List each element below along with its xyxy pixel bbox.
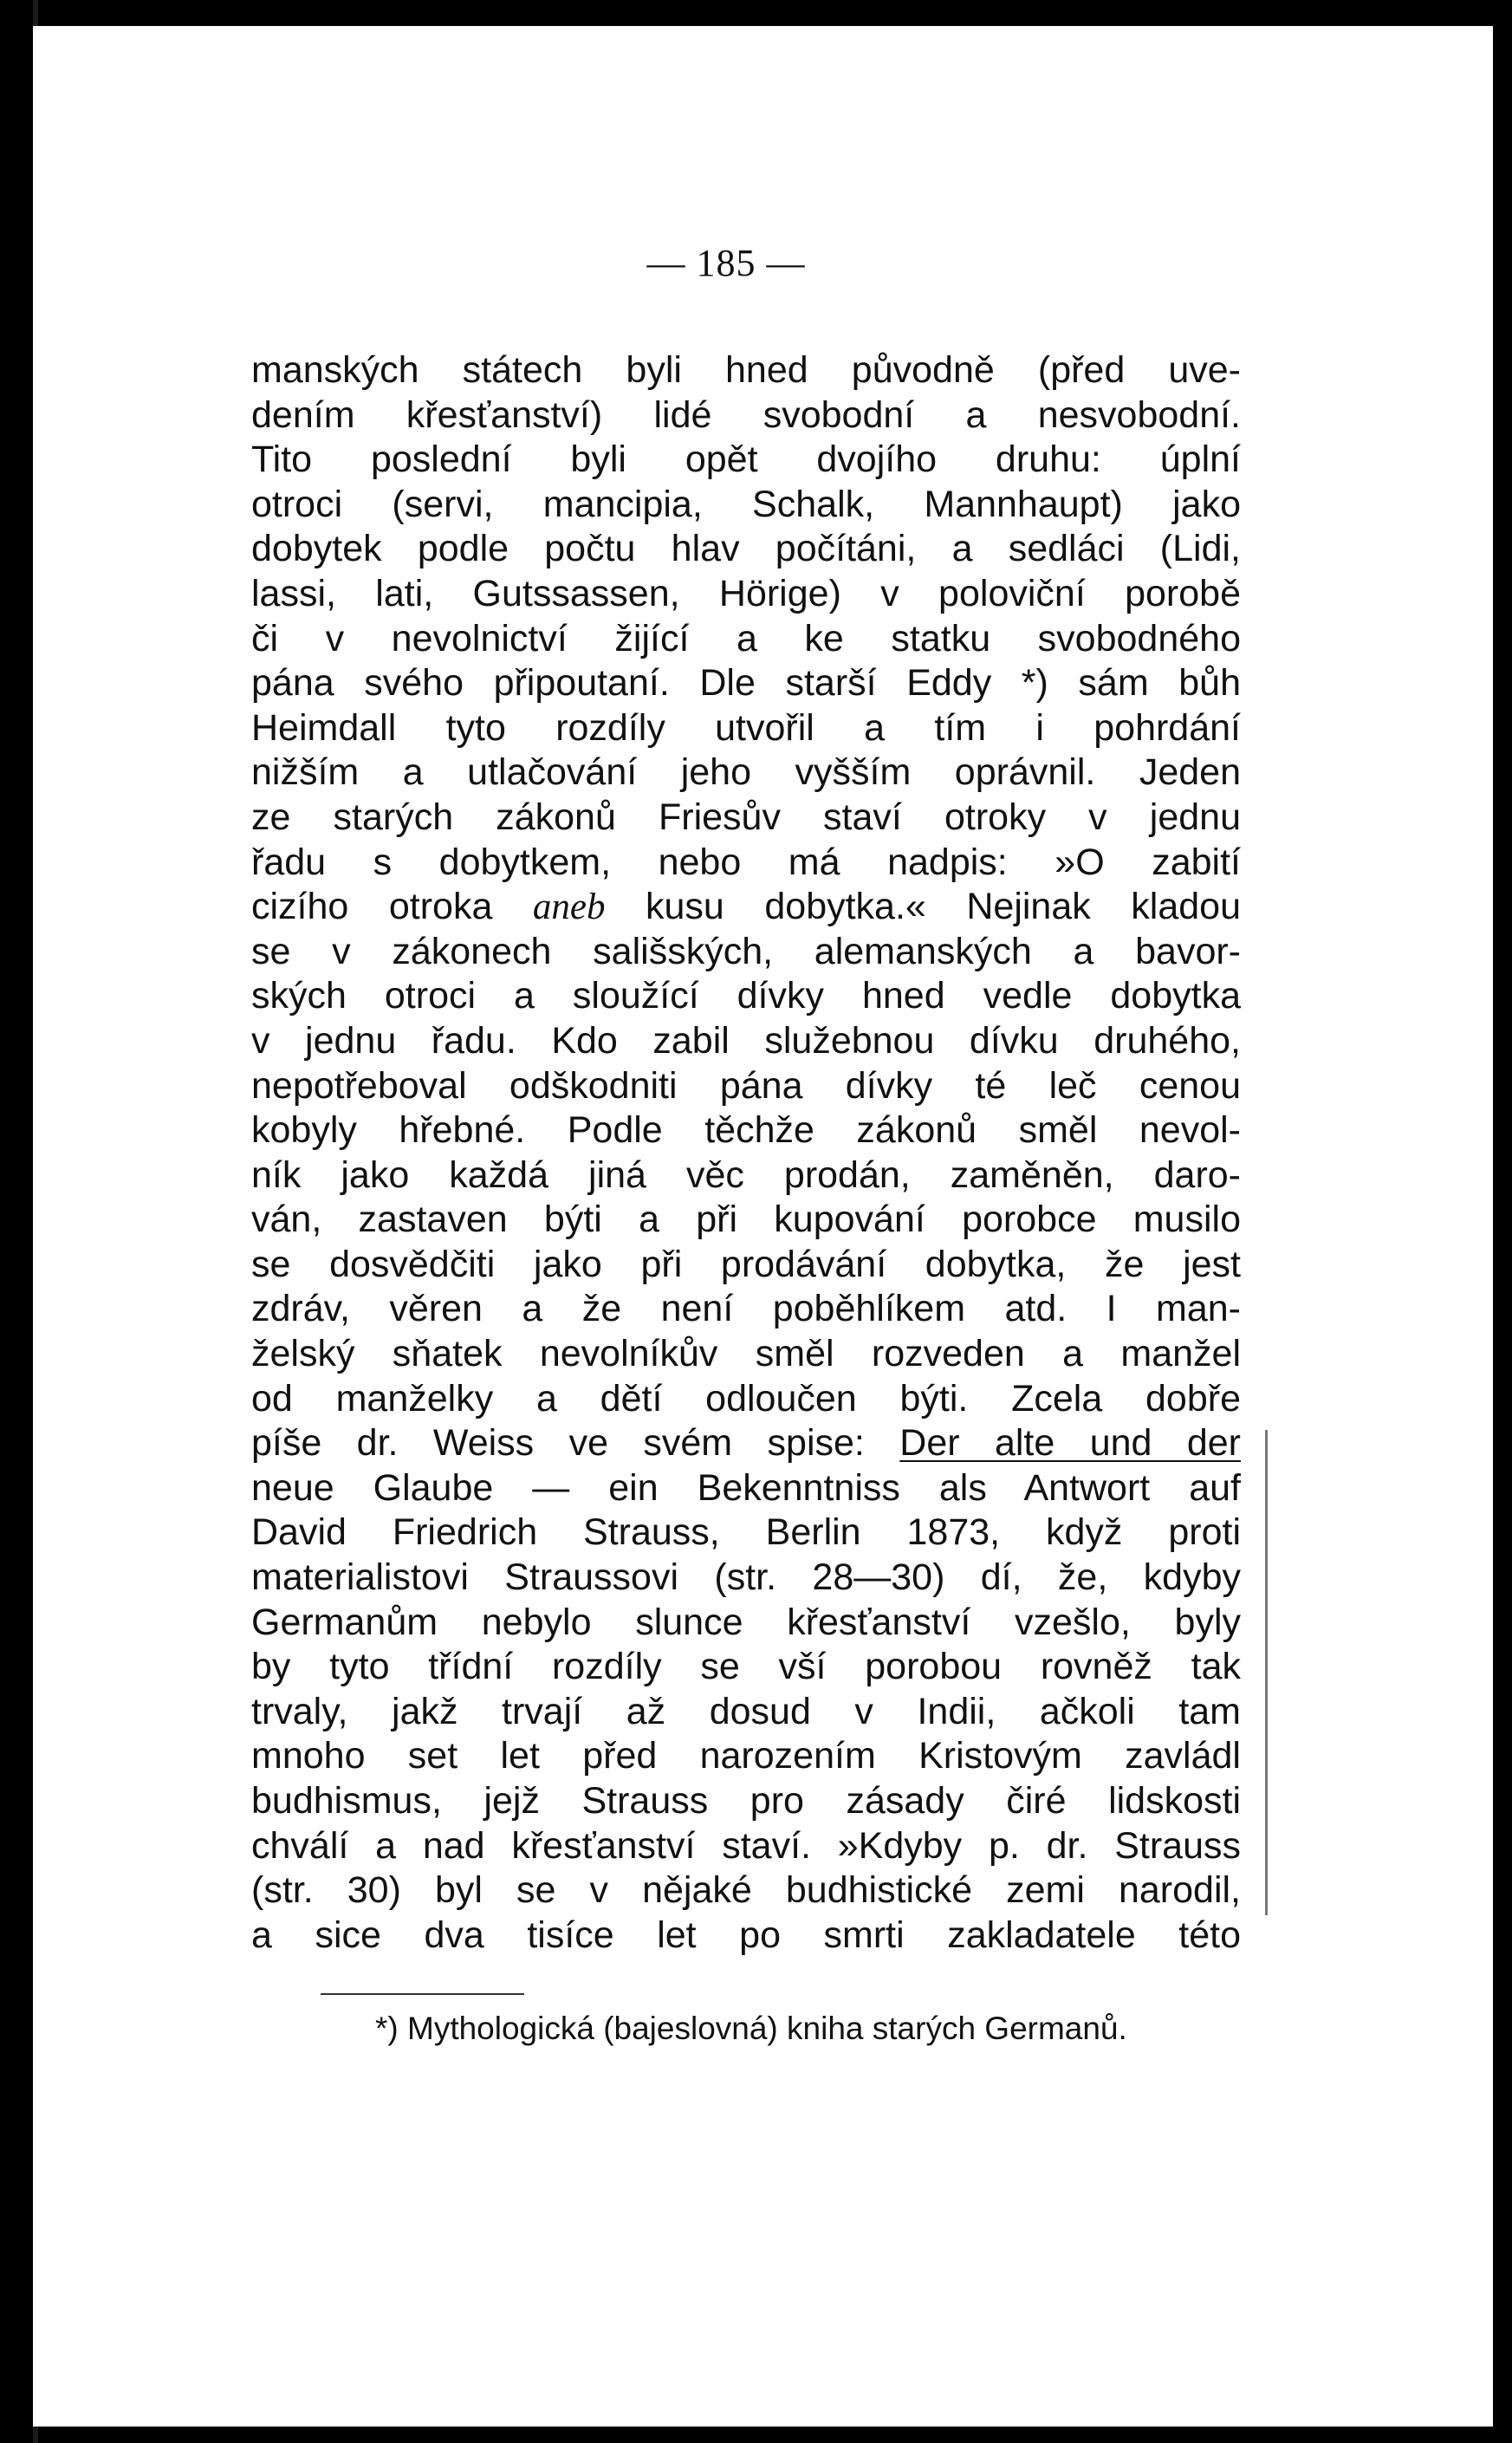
underlined-title: Der alte und der <box>899 1422 1241 1465</box>
text-line-3: Tito poslední byli opět dvojího druhu: úplní <box>251 439 1241 481</box>
page-number: — 185 — <box>646 242 806 284</box>
italic-word-aneb: aneb <box>532 887 606 928</box>
text-line-17: nepotřeboval odškodniti pána dívky té leč cenou <box>251 1064 1241 1107</box>
text-line-14: se v zákonech sališských, alemanských a bavor- <box>251 930 1241 972</box>
body-text <box>251 348 1241 1958</box>
text-line-27: David Friedrich Strauss, Berlin 1873, když proti <box>251 1511 1241 1554</box>
footnote: *) Mythologická (bajeslovná) kniha starých Germanů. <box>375 2011 1127 2046</box>
text-line-18: kobyly hřebné. Podle těchže zákonů směl nevol- <box>251 1109 1241 1152</box>
text-line-20: ván, zastaven býti a při kupování porobce musilo <box>251 1199 1241 1241</box>
text-line-2: dením křesťanství) lidé svobodní a nesvobodní. <box>251 393 1241 436</box>
text-line-13 <box>251 885 1241 930</box>
text-line-28: materialistovi Straussovi (str. 28—30) dí, že, kdyby <box>251 1556 1241 1599</box>
margin-pencil-mark <box>1265 1430 1268 1915</box>
text-line-1: manských státech byli hned původně (před uve- <box>251 349 1241 391</box>
text-line-13-end: kusu dobytka.« Nejinak kladou <box>605 886 1241 928</box>
text-line-13-start: cizího otroka <box>251 886 533 928</box>
text-line-7: či v nevolnictví žijící a ke statku svobodného <box>251 617 1241 659</box>
text-line-24: od manželky a dětí odloučen býti. Zcela dobře <box>251 1377 1241 1420</box>
text-line-6: lassi, lati, Gutssassen, Hörige) v poloviční porobě <box>251 572 1241 614</box>
text-line-34: chválí a nad křesťanství staví. »Kdyby p. dr. Strauss <box>251 1824 1241 1867</box>
text-line-36: a sice dva tisíce let po smrti zakladatele této <box>251 1913 1241 1956</box>
text-line-30: by tyto třídní rozdíly se vší porobou rovněž tak <box>251 1646 1241 1688</box>
text-line-5: dobytek podle počtu hlav počítáni, a sedláci (Lidi, <box>251 528 1241 570</box>
text-line-32: mnoho set let před narozením Kristovým zavládl <box>251 1735 1241 1777</box>
text-line-10: nižším a utlačování jeho vyšším oprávnil. Jeden <box>251 751 1241 794</box>
text-line-31: trvaly, jakž trvají až dosud v Indii, ačkoli tam <box>251 1690 1241 1732</box>
text-line-25 <box>251 1421 1241 1466</box>
text-line-12: řadu s dobytkem, nebo má nadpis: »O zabití <box>251 841 1241 883</box>
text-line-35: (str. 30) byl se v nějaké budhistické zemi narodil, <box>251 1869 1241 1912</box>
text-line-22: zdráv, věren a že není poběhlíkem atd. I man- <box>251 1288 1241 1330</box>
text-line-8: pána svého připoutaní. Dle starší Eddy *) sám bůh <box>251 662 1241 705</box>
footnote-divider <box>321 1993 524 1995</box>
text-line-19: ník jako každá jiná věc prodán, zaměněn, daro- <box>251 1153 1241 1196</box>
text-line-26: neue Glaube — ein Bekenntniss als Antwort auf <box>251 1466 1241 1509</box>
text-line-29: Germanům nebylo slunce křesťanství vzešlo, byly <box>251 1601 1241 1643</box>
text-line-11: ze starých zákonů Friesův staví otroky v jednu <box>251 796 1241 838</box>
text-line-16: v jednu řadu. Kdo zabil služebnou dívku druhého, <box>251 1019 1241 1062</box>
text-line-33: budhismus, jejž Strauss pro zásady čiré lidskosti <box>251 1780 1241 1822</box>
text-line-9: Heimdall tyto rozdíly utvořil a tím i pohrdání <box>251 706 1241 749</box>
text-line-23: želský sňatek nevolníkův směl rozveden a manžel <box>251 1333 1241 1375</box>
text-line-15: ských otroci a sloužící dívky hned vedle dobytka <box>251 975 1241 1017</box>
text-line-21: se dosvědčiti jako při prodávání dobytka, že jest <box>251 1243 1241 1285</box>
book-page <box>33 26 1493 2427</box>
text-line-4: otroci (servi, mancipia, Schalk, Mannhaupt) jako <box>251 483 1241 525</box>
text-line-25-start: píše dr. Weiss ve svém spise: <box>251 1422 900 1465</box>
